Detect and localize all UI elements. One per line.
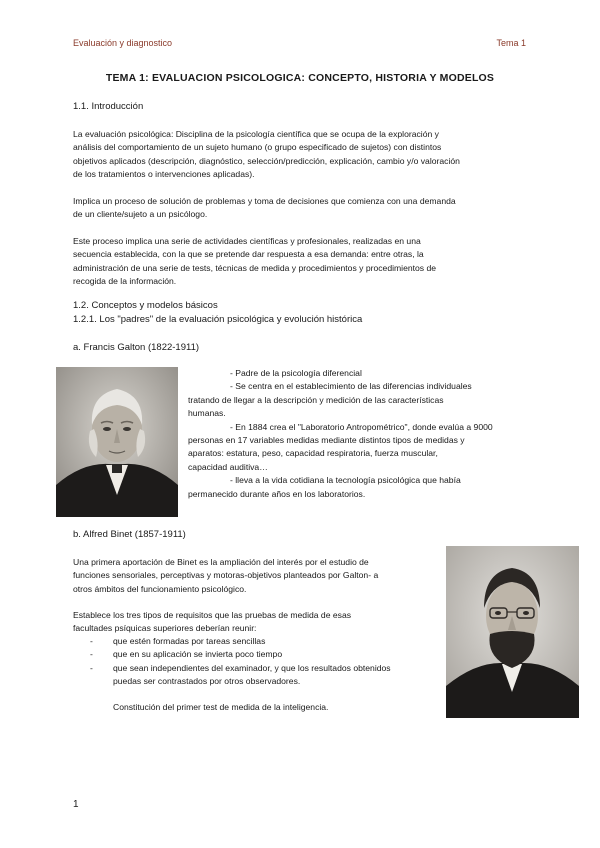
running-header-right: Tema 1 bbox=[496, 38, 526, 48]
galton-list: - Padre de la psicología diferencial - Se centra en el establecimiento de las diferencias individuales tratando de llegar a la descripción y medición de las características humanas. - En 1884 crea el "Laboratorio Antropométrico", donde evalúa a 9000 personas en 17 variables medidas mediante distintos tipos de medidas y aparatos: estatura, peso, capacidad respiratoria, fuerza muscular, capacidad auditiva… - lleva a la vida cotidiana la tecnología psicológica que había permanecido durante años en los laboratorios. bbox=[188, 367, 533, 501]
intro-paragraph-2: Implica un proceso de solución de problemas y toma de decisiones que comienza con una demanda de un cliente/sujeto a un psicólogo. bbox=[73, 196, 456, 220]
intro-paragraph-3: Este proceso implica una serie de actividades científicas y profesionales, realizadas en una secuencia establecida, con la que se pretende dar respuesta a esa demanda: entre otras, la administración de una serie de tests, técnicas de medida y procedimientos y procedimientos de recogida de la información. bbox=[73, 236, 437, 287]
galton-portrait bbox=[56, 367, 178, 517]
binet-heading: b. Alfred Binet (1857-1911) bbox=[73, 529, 186, 540]
binet-paragraph-2: Establece los tres tipos de requisitos que las pruebas de medida de esas facultades psíquicas superiores deberían reunir: bbox=[73, 610, 352, 634]
list-item: - que sean independientes del examinador, y que los resultados obtenidos bbox=[90, 662, 391, 673]
page-number: 1 bbox=[73, 799, 79, 810]
intro-paragraph-1: La evaluación psicológica: Disciplina de la psicología científica que se ocupa de la exploración y análisis del comportamiento de un sujeto humano (o grupo especificado de sujetos) con distintos objetivos aplicados (descripción, diagnóstico, selección/predicción, explicación, cambio y/o valoración de los tratamientos o intervenciones aplicadas). bbox=[73, 129, 460, 180]
galton-heading: a. Francis Galton (1822-1911) bbox=[73, 342, 200, 353]
section-heading-intro: 1.1. Introducción bbox=[73, 101, 144, 112]
binet-requirements-list: - que estén formadas por tareas sencillas - que en su aplicación se invierta poco tiempo - que sean independientes del examinador, y que los resultados obtenidos puedas ser contrastados por otros observadores. bbox=[90, 635, 430, 689]
list-item: - que en su aplicación se invierta poco tiempo bbox=[90, 649, 283, 660]
running-header-left: Evaluación y diagnostico bbox=[73, 38, 173, 48]
binet-portrait bbox=[446, 546, 579, 718]
galton-bullet-3: - En 1884 crea el "Laboratorio Antropométrico", donde evalúa a 9000 bbox=[230, 421, 493, 432]
subsection-heading-fathers: 1.2.1. Los "padres" de la evaluación psicológica y evolución histórica bbox=[73, 314, 363, 325]
document-title: TEMA 1: EVALUACION PSICOLOGICA: CONCEPTO, HISTORIA Y MODELOS bbox=[105, 72, 495, 84]
binet-paragraph-1: Una primera aportación de Binet es la ampliación del interés por el estudio de funciones sensoriales, perceptivas y motoras-objetivos planteados por Galton- a otros ámbitos del funcionamiento psicológico. bbox=[73, 557, 379, 594]
galton-bullet-1: - Padre de la psicología diferencial bbox=[230, 368, 362, 378]
section-heading-concepts: 1.2. Conceptos y modelos básicos bbox=[73, 300, 218, 311]
binet-closing: Constitución del primer test de medida de la inteligencia. bbox=[113, 702, 329, 712]
galton-bullet-4: - lleva a la vida cotidiana la tecnología psicológica que había bbox=[230, 475, 461, 486]
galton-bullet-2: - Se centra en el establecimiento de las diferencias individuales bbox=[230, 381, 472, 392]
list-item: - que estén formadas por tareas sencillas bbox=[90, 636, 266, 646]
